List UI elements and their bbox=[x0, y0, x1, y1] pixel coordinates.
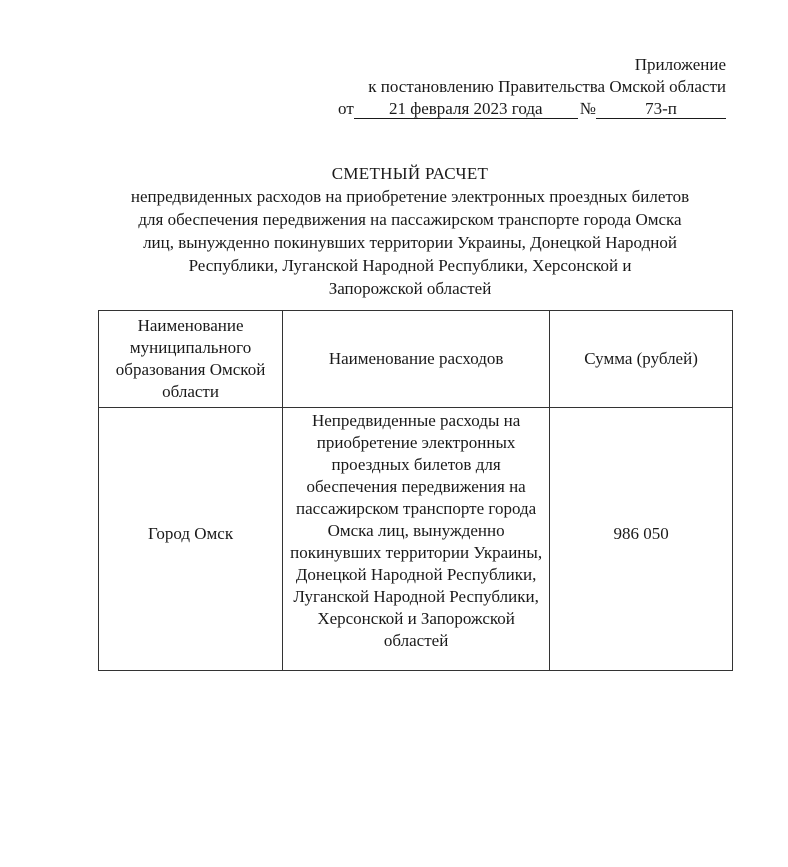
table-row bbox=[99, 408, 733, 671]
cell-expense: Непредвиденные расходы на приобретение электронных проездных билетов для обеспечения передвижения на пассажирском транспорте города Омска лиц, вынужденно покинувших территории Украины, Донецкой Народной Республики, Луганской Народной Республики, Херсонской и Запорожской областей bbox=[283, 408, 550, 671]
subtitle-line: для обеспечения передвижения на пассажирском транспорте города Омска bbox=[138, 210, 682, 229]
table-header-row bbox=[99, 311, 733, 408]
header-municipality: Наименование муниципального образования Омской области bbox=[99, 311, 283, 408]
appendix-label: Приложение bbox=[634, 55, 726, 74]
appendix-block bbox=[338, 54, 726, 120]
cell-municipality: Город Омск bbox=[99, 408, 283, 671]
subtitle-line: лиц, вынужденно покинувших территории Украины, Донецкой Народной bbox=[143, 233, 677, 252]
appendix-resolution: к постановлению Правительства Омской области bbox=[368, 77, 726, 96]
header-amount: Сумма (рублей) bbox=[550, 311, 733, 408]
document-heading bbox=[90, 162, 730, 300]
header-expense: Наименование расходов bbox=[283, 311, 550, 408]
resolution-number: 73-п bbox=[596, 100, 726, 119]
estimate-table bbox=[98, 310, 733, 671]
cell-amount: 986 050 bbox=[550, 408, 733, 671]
subtitle-line: Запорожской областей bbox=[328, 279, 492, 298]
subtitle-line: непредвиденных расходов на приобретение электронных проездных билетов bbox=[130, 187, 690, 206]
resolution-date: 21 февраля 2023 года bbox=[354, 100, 578, 119]
resolution-date-number bbox=[338, 98, 726, 120]
number-sign: № bbox=[579, 99, 596, 118]
date-prefix: от bbox=[338, 99, 354, 118]
document-title: СМЕТНЫЙ РАСЧЕТ bbox=[331, 164, 489, 183]
subtitle-line: Республики, Луганской Народной Республики, Херсонской и bbox=[188, 256, 632, 275]
